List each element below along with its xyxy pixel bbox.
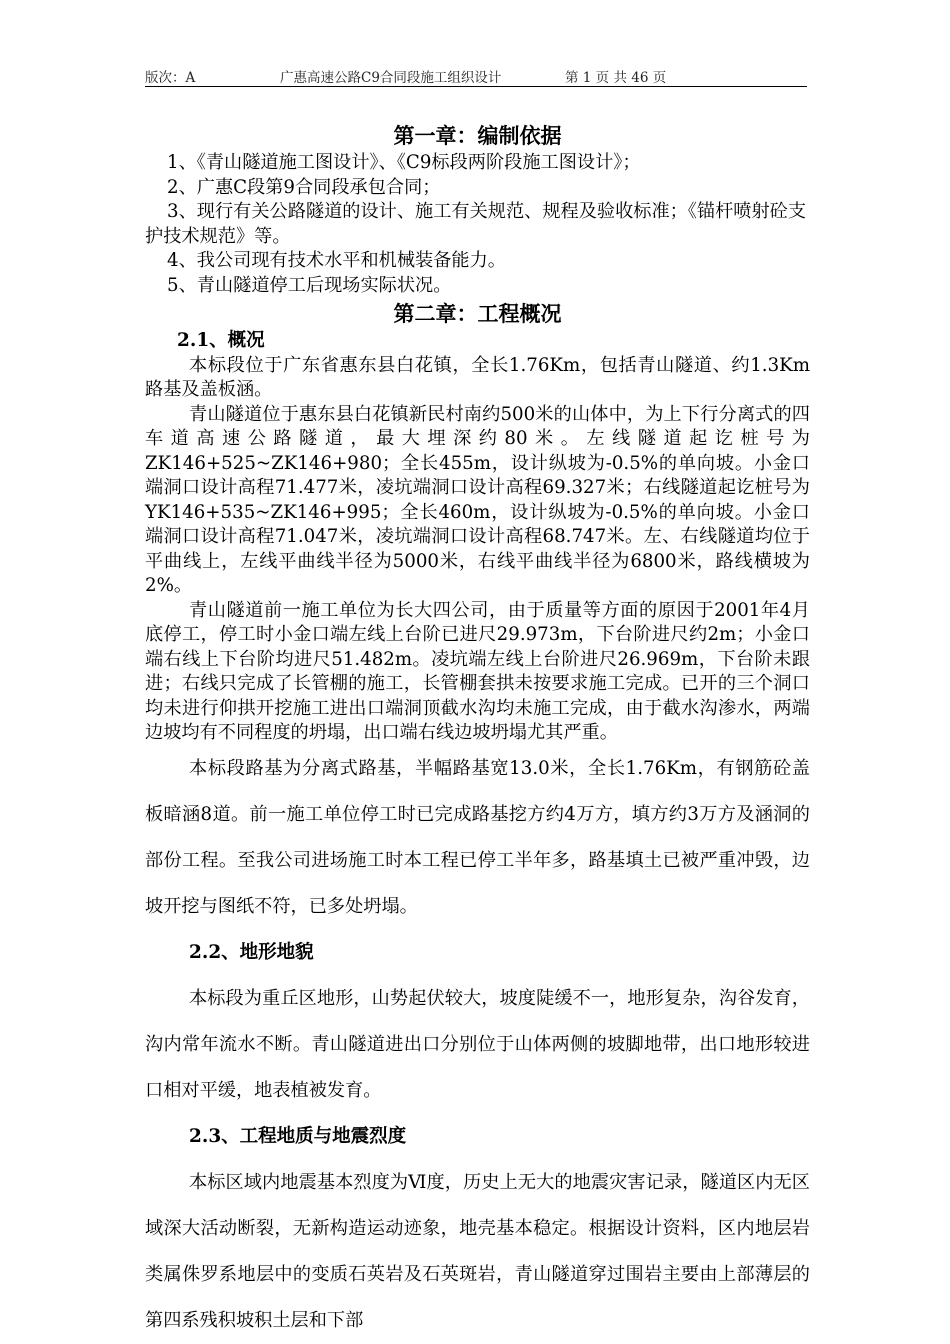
terrain-paragraph: 本标段为重丘区地形，山势起伏较大，坡度陡缓不一，地形复杂，沟谷发育，沟内常年流水不断。青山隧道进出口分别位于山体两侧的坡脚地带，出口地形较进口相对平缓，地表植被发育。	[145, 987, 810, 1101]
basis-item-4: 4、我公司现有技术水平和机械装备能力。	[167, 250, 506, 271]
overview-paragraph-2: 青山隧道位于惠东县白花镇新民村南约500米的山体中，为上下行分离式的四车道高速公路隧道，最大埋深约80米。左线隧道起讫桩号为ZK146+525~ZK146+980；全长455m，设计纵坡为-0.5%的单向坡。小金口端洞口设计高程71.477米，凌坑端洞口设计高程69.327米；右线隧道起讫桩号为YK146+535~ZK146+995；全长460m，设计纵坡为-0.5%的单向坡。小金口端洞口设计高程71.047米，凌坑端洞口设计高程68.747米。左、右线隧道均位于平曲线上，左线平曲线半径为5000米，右线平曲线半径为6800米，路线横坡为2%。	[145, 403, 810, 596]
header-version: 版次：A	[145, 70, 196, 86]
document-body	[145, 120, 810, 1344]
overview-paragraph-3: 青山隧道前一施工单位为长大四公司，由于质量等方面的原因于2001年4月底停工，停工时小金口端左线上台阶已进尺29.973m，下台阶进尺约2m；小金口端右线上下台阶均进尺51.482m。凌坑端左线上台阶进尺26.969m，下台阶未跟进；右线只完成了长管棚的施工，长管棚套拱未按要求施工完成。已开的三个洞口均未进行仰拱开挖施工进出口端洞顶截水沟均未施工完成，由于截水沟渗水，两端边坡均有不同程度的坍塌，出口端右线边坡坍塌尤其严重。	[145, 599, 810, 743]
header-page-info: 第 1 页 共 46 页	[565, 70, 667, 86]
overview-paragraph-1: 本标段位于广东省惠东县白花镇，全长1.76Km，包括青山隧道、约1.3Km路基及盖板涵。	[145, 354, 810, 400]
basis-item-3: 3、现行有关公路隧道的设计、施工有关规范、规程及验收标准；《锚杆喷射砼支护技术规范》等。	[145, 201, 807, 247]
basis-item-2: 2、广惠C段第9合同段承包合同；	[167, 176, 441, 198]
section-2-3-heading: 2.3、工程地质与地震烈度	[189, 1125, 407, 1147]
overview-paragraph-4: 本标段路基为分离式路基，半幅路基宽13.0米，全长1.76Km，有钢筋砼盖板暗涵8道。前一施工单位停工时已完成路基挖方约4万方，填方约3万方及涵洞的部份工程。至我公司进场施工时本工程已停工半年多，路基填土已被严重冲毁，边坡开挖与图纸不符，已多处坍塌。	[145, 757, 810, 917]
chapter-2-title: 第二章：工程概况	[393, 301, 562, 326]
basis-item-1: 1、《青山隧道施工图设计》、《C9标段两阶段施工图设计》；	[167, 152, 641, 173]
chapter-1-title: 第一章：编制依据	[393, 123, 562, 148]
page-header	[145, 64, 807, 87]
section-2-1-heading: 2.1、概况	[177, 330, 265, 351]
basis-item-5: 5、青山隧道停工后现场实际状况。	[167, 274, 452, 296]
header-doc-title: 广惠高速公路C9合同段施工组织设计	[280, 70, 502, 86]
geology-paragraph: 本标区域内地震基本烈度为Ⅵ度，历史上无大的地震灾害记录，隧道区内无区域深大活动断裂，无新构造运动迹象，地壳基本稳定。根据设计资料，区内地层岩类属侏罗系地层中的变质石英岩及石英斑岩，青山隧道穿过围岩主要由上部薄层的第四系残积坡积土层和下部	[145, 1171, 810, 1331]
section-2-2-heading: 2.2、地形地貌	[189, 941, 314, 963]
